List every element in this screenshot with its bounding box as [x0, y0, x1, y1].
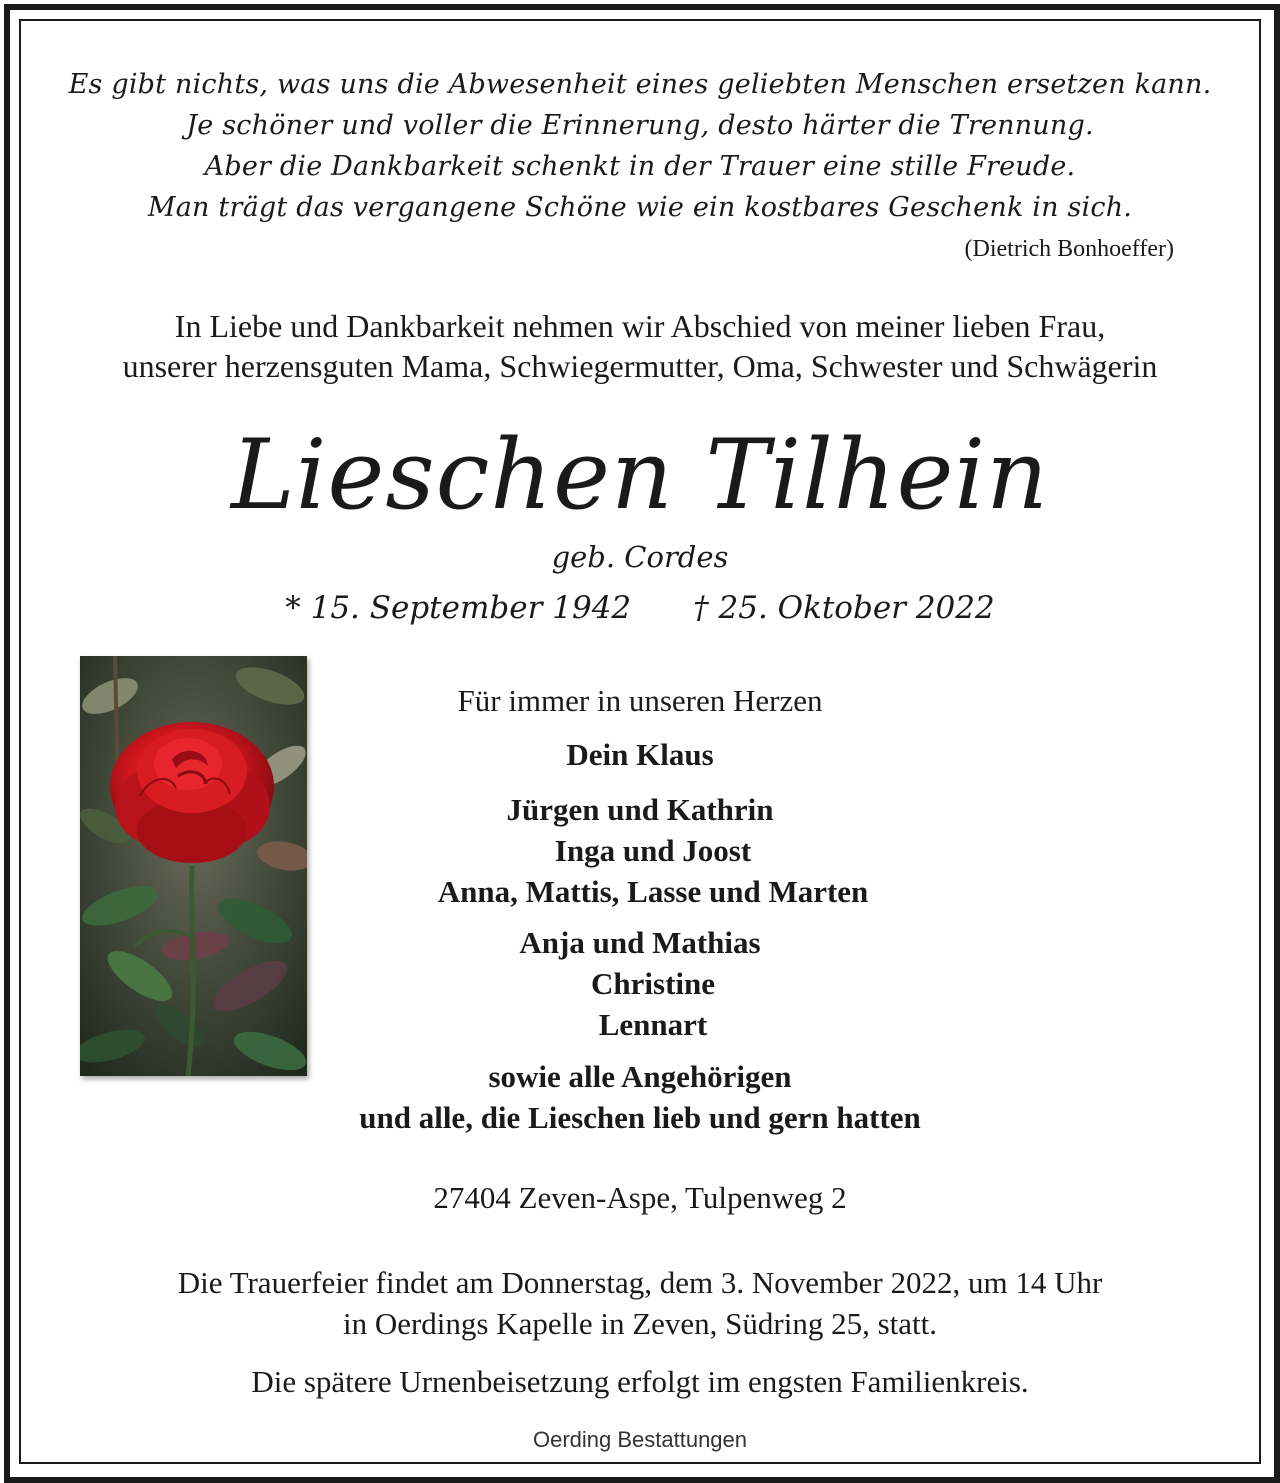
intro-text [0, 306, 1280, 386]
quote-source: (Dietrich Bonhoeffer) [964, 236, 1174, 262]
closing-line: und alle, die Lieschen lieb und gern hatten [359, 1100, 921, 1135]
family-line: Christine [591, 966, 715, 1001]
quote-line: Je schöner und voller die Erinnerung, desto härter die Trennung. [186, 110, 1094, 141]
intro-line: unserer herzensguten Mama, Schwiegermutter, Oma, Schwester und Schwägerin [122, 348, 1158, 384]
life-dates [0, 590, 1280, 626]
birth-name: geb. Cordes [551, 540, 729, 574]
quote-line: Man trägt das vergangene Schöne wie ein kostbares Geschenk in sich. [147, 192, 1133, 223]
family-line: Inga und Joost [554, 833, 752, 868]
family-group-2 [0, 922, 1280, 1045]
family-line: Anja und Mathias [519, 925, 761, 960]
undertaker-name: Oerding Bestattungen [532, 1427, 748, 1452]
tagline: Für immer in unseren Herzen [457, 683, 823, 718]
closing-mourners [0, 1056, 1280, 1138]
family-line: Jürgen und Kathrin [506, 792, 774, 827]
ceremony-line: Die Trauerfeier findet am Donnerstag, dem 3. November 2022, um 14 Uhr [177, 1265, 1103, 1300]
quote-line: Aber die Dankbarkeit schenkt in der Trauer eine stille Freude. [204, 151, 1076, 182]
deceased-name: Lieschen Tilhein [231, 419, 1049, 531]
family-group-1 [0, 789, 1280, 912]
bonhoeffer-quote [0, 64, 1280, 228]
family-line: Lennart [598, 1007, 708, 1042]
quote-line: Es gibt nichts, was uns die Abwesenheit eines geliebten Menschen ersetzen kann. [68, 69, 1212, 100]
intro-line: In Liebe und Dankbarkeit nehmen wir Abschied von meiner lieben Frau, [174, 308, 1106, 344]
family-address: 27404 Zeven-Aspe, Tulpenweg 2 [433, 1180, 847, 1215]
closing-line: sowie alle Angehörigen [488, 1059, 792, 1094]
spouse-name: Dein Klaus [566, 737, 714, 772]
ceremony-info [0, 1262, 1280, 1344]
death-date: † 25. Oktober 2022 [693, 590, 995, 626]
birth-date: * 15. September 1942 [285, 590, 632, 626]
urn-note: Die spätere Urnenbeisetzung erfolgt im engsten Familienkreis. [251, 1364, 1029, 1399]
ceremony-line: in Oerdings Kapelle in Zeven, Südring 25, statt. [342, 1306, 938, 1341]
family-line: Anna, Mattis, Lasse und Marten [437, 874, 869, 909]
